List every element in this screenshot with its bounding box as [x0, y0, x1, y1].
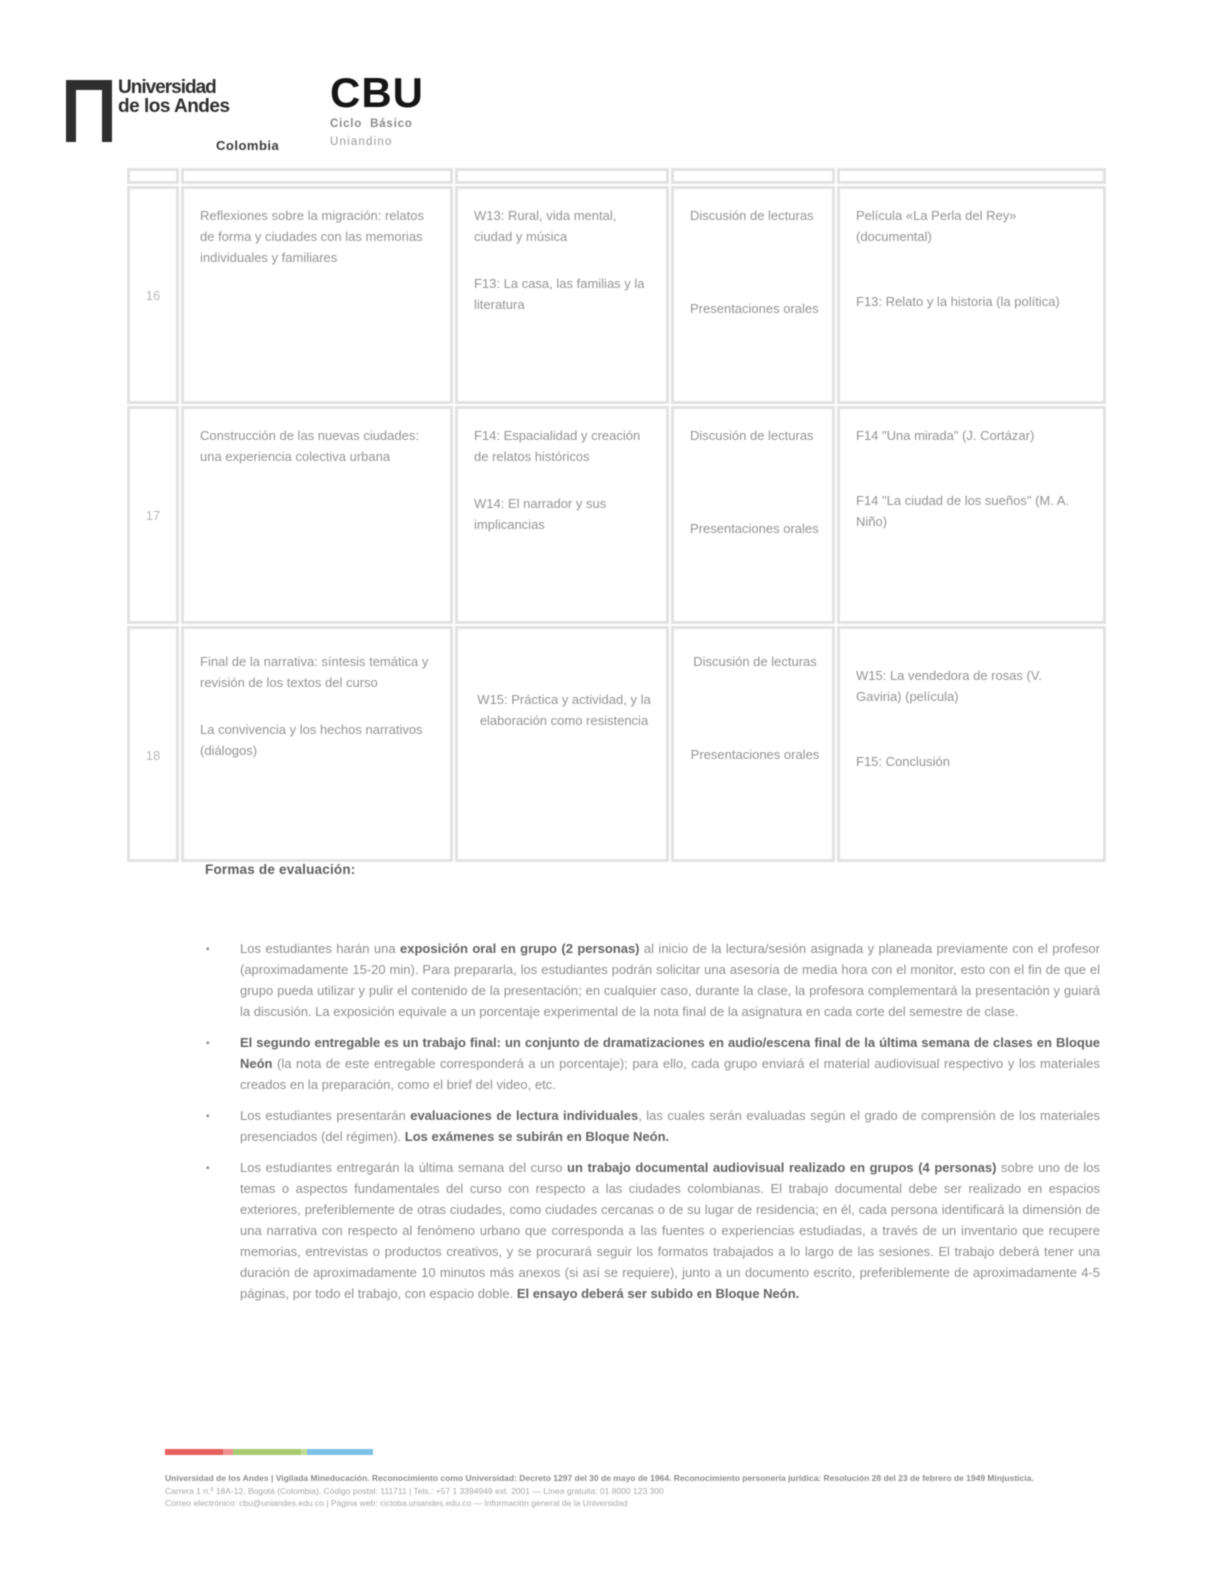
bullet-text: sobre uno de los temas o aspectos fundamentales del curso con respecto a las ciudades colombianas. El trabajo documental debe ser realizado en espacios exteriores, preferiblemente de otras ciudades, como ciudades cercanas o de su lugar de residencia; en él, cada persona identificará la dimensión de una narrativa con respecto al fenómeno urbano que corresponda a las fuentes o experiencias estudiadas, a través de un inventario que recupere memorias, entrevistas o productos creativos, y se procurará seguir los formatos trabajados a lo largo de las sesiones. El trabajo deberá tener una duración de aproximadamente 10 minutos más anexos (si así se requiere), junto a un documento escrito, preferiblemente de aproximadamente 4-5 páginas, por todo el trabajo, con espacio doble.	[240, 1160, 1100, 1301]
cell-recursos	[837, 626, 1106, 862]
week-number-cell: 16	[127, 186, 179, 404]
cbu-logo-acronym: CBU	[330, 69, 424, 116]
cell-paragraph: Discusión de lecturas	[690, 208, 814, 223]
bullet-item	[240, 1032, 1100, 1095]
footer-line: Correo electrónico: cbu@uniandes.edu.co | Página web: cicloba.uniandes.edu.co — Información general de la Universidad	[165, 1498, 628, 1508]
cell-recursos	[837, 186, 1106, 404]
brand-bar-segment-green	[233, 1449, 301, 1455]
week-number-cell: 17	[127, 406, 179, 624]
evaluation-heading: Formas de evaluación:	[205, 862, 356, 877]
cbu-logo-subtitle2: Uniandino	[330, 136, 393, 148]
bullet-text: , las cuales serán evaluadas según el grado de comprensión de los materiales presenciados (del régimen).	[240, 1108, 1100, 1144]
cell-paragraph: F13: Relato y la historia (la política)	[856, 294, 1060, 309]
bullet-text: Los estudiantes harán una	[240, 941, 401, 956]
cbu-logo	[330, 70, 446, 148]
cell-tema	[181, 406, 453, 624]
bullet-text: Los estudiantes entregarán la última semana del curso	[240, 1160, 568, 1175]
bullet-text-bold: un trabajo documental audiovisual realizado en grupos (4 personas)	[567, 1160, 997, 1175]
bullet-text-bold: Los exámenes se subirán en Bloque Neón.	[404, 1129, 670, 1144]
table-row	[127, 626, 1106, 862]
uniandes-logo-text	[118, 78, 288, 116]
uniandes-logo-line1: Universidad	[118, 77, 216, 98]
cell-paragraph: Construcción de las nuevas ciudades: una experiencia colectiva urbana	[200, 428, 419, 464]
table-header-row	[127, 168, 1106, 184]
bullet-text-bold: El segundo entregable es un trabajo final: un conjunto de dramatizaciones en audio/escena final de la última semana de clases en Bloque Neón	[240, 1035, 1100, 1071]
cell-paragraph: Reflexiones sobre la migración: relatos de forma y ciudades con las memorias individuales y familiares	[200, 208, 424, 265]
cell-actividades	[671, 186, 835, 404]
bullet-text: (la nota de este entregable corresponderá a un porcentaje); para ello, cada grupo enviará el material audiovisual respectivo y los materiales creados en la preparación, como el brief del video, etc.	[240, 1056, 1100, 1092]
bullet-item	[240, 1157, 1100, 1304]
cell-lecturas	[455, 406, 669, 624]
cell-paragraph: Discusión de lecturas	[693, 654, 817, 669]
header-cell	[837, 168, 1106, 184]
brand-bar-segment-salmon	[223, 1449, 233, 1455]
cell-paragraph: F13: La casa, las familias y la literatura	[474, 276, 645, 312]
footer-line: Universidad de los Andes | Vigilada Mineducación. Reconocimiento como Universidad: Decreto 1297 del 30 de mayo de 1964. Reconocimiento personería jurídica: Resolución 28 del 23 de febrero de 1949 Minjusticia.	[165, 1473, 1034, 1483]
cell-paragraph: F15: Conclusión	[856, 754, 950, 769]
cell-paragraph: F14 "La ciudad de los sueños" (M. A. Niño)	[856, 493, 1070, 529]
bullet-item	[240, 1105, 1100, 1147]
cell-tema	[181, 186, 453, 404]
cell-paragraph: W15: La vendedora de rosas (V. Gaviria) (película)	[856, 668, 1042, 704]
footer-line: Carrera 1 n.º 18A-12, Bogotá (Colombia). Código postal: 111711 | Tels.: +57 1 3394949 ext. 2001 — Línea gratuita: 01 8000 123 300	[165, 1485, 664, 1496]
table-row	[127, 406, 1106, 624]
cell-paragraph: W15: Práctica y actividad, y la elaboración como resistencia	[477, 692, 651, 728]
cell-actividades	[671, 626, 835, 862]
cell-actividades	[671, 406, 835, 624]
header-cell	[181, 168, 453, 184]
brand-bar-segment-blue	[307, 1449, 373, 1455]
cell-paragraph: Película «La Perla del Rey» (documental)	[856, 208, 1017, 244]
cell-paragraph: Discusión de lecturas	[690, 428, 814, 443]
brand-bar-segment-red	[165, 1449, 223, 1455]
header-cell	[127, 168, 179, 184]
bullet-text: al inicio de la lectura/sesión asignada y planeada previamente con el profesor (aproximadamente 15-20 min). Para prepararla, los estudiantes podrán solicitar una asesoría de media hora con el monitor, esto con el fin de que el grupo pueda utilizar y pulir el contenido de la presentación; en cualquier caso, durante la clase, la profesora complementará la presentación y guiará la discusión. La exposición equivale a un porcentaje experimental de la nota final de la asignatura en cada corte del semestre de clase.	[240, 941, 1100, 1019]
cell-paragraph: Presentaciones orales	[690, 747, 820, 762]
cell-paragraph: Presentaciones orales	[690, 301, 819, 316]
cell-paragraph: W14: El narrador y sus implicancias	[474, 496, 607, 532]
cell-paragraph: F14: Espacialidad y creación de relatos históricos	[474, 428, 641, 464]
week-number-cell: 18	[127, 626, 179, 862]
cell-lecturas	[455, 626, 669, 862]
brand-color-bar	[165, 1449, 373, 1455]
uniandes-bracket-icon	[66, 80, 112, 142]
course-schedule-table	[125, 166, 1108, 864]
evaluation-bullet-list	[240, 938, 1100, 1314]
bullet-text-bold: exposición oral en grupo (2 personas)	[400, 941, 640, 956]
bullet-text-bold: El ensayo deberá ser subido en Bloque Neón.	[516, 1286, 800, 1301]
bullet-text: Los estudiantes presentarán	[240, 1108, 411, 1123]
uniandes-logo-country: Colombia	[216, 138, 280, 153]
cell-paragraph: Final de la narrativa: síntesis temática y revisión de los textos del curso	[200, 654, 429, 690]
cell-lecturas	[455, 186, 669, 404]
header-cell	[455, 168, 669, 184]
uniandes-logo	[66, 76, 296, 162]
cell-recursos	[837, 406, 1106, 624]
cell-paragraph: Presentaciones orales	[690, 521, 819, 536]
cbu-logo-subtitle1: Ciclo Básico	[330, 118, 413, 130]
uniandes-logo-line2: de los Andes	[118, 96, 230, 117]
cell-paragraph: F14 "Una mirada" (J. Cortázar)	[856, 428, 1035, 443]
cell-tema	[181, 626, 453, 862]
table-row	[127, 186, 1106, 404]
bullet-item	[240, 938, 1100, 1022]
header-cell	[671, 168, 835, 184]
footer-legal-text	[165, 1472, 1034, 1510]
cell-paragraph: La convivencia y los hechos narrativos (diálogos)	[200, 722, 423, 758]
bullet-text-bold: evaluaciones de lectura individuales	[410, 1108, 639, 1123]
cell-paragraph: W13: Rural, vida mental, ciudad y música	[474, 208, 617, 244]
